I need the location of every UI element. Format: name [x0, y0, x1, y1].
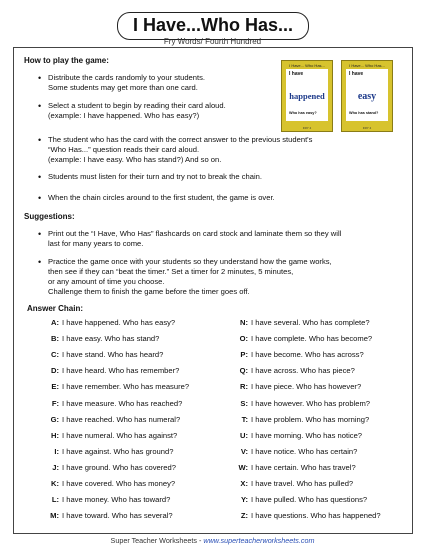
answer-line: O: I have complete. Who has become? [239, 334, 373, 344]
answer-line: S: I have however. Who has problem? [240, 398, 371, 408]
answer-line: J: I have ground. Who has covered? [52, 462, 176, 472]
answer-line: K: I have covered. Who has money? [50, 479, 176, 488]
answer-line: P: I have become. Who has across? [240, 350, 364, 360]
answer-line: L: I have money. Who has toward? [51, 495, 171, 505]
howto-bullet: • Distribute the cards randomly to your students. Some students may get more than one card. [48, 73, 205, 93]
howto-bullet: • The student who has the card with the correct answer to the previous student's “Who Has...” question reads their card aloud. (example: I have easy. Who has stand?) And so on. [48, 135, 312, 165]
card-word: happened [289, 91, 325, 101]
answer-line: H: I have numeral. Who has against? [50, 430, 178, 440]
card-word: easy [357, 91, 377, 102]
footer-link[interactable]: www.superteacherworksheets.com [203, 536, 315, 545]
answer-line: Y: I have pulled. Who has questions? [240, 495, 368, 505]
answer-line: X: I have travel. Who has pulled? [240, 479, 354, 488]
title-box [117, 12, 309, 40]
answer-line: I: I have against. Who has ground? [54, 446, 174, 456]
answer-line: B: I have easy. Who has stand? [50, 334, 160, 344]
page-title: I Have...Who Has... [132, 15, 294, 35]
answer-line: M: I have toward. Who has several? [50, 511, 173, 521]
answer-line: C: I have stand. Who has heard? [50, 350, 164, 360]
howto-bullet: • When the chain circles around to the first student, the game is over. [48, 193, 275, 203]
answer-line: Z: I have questions. Who has happened? [240, 511, 381, 521]
footer-text: Super Teacher Worksheets - [110, 536, 204, 545]
answer-line: D: I have heard. Who has remember? [50, 366, 180, 376]
example-card: I Have... Who Has... I have easy Who has stand? FRY 4 [341, 60, 393, 132]
answer-line: U: I have morning. Who has notice? [239, 430, 363, 440]
howto-bullet: • Select a student to begin by reading their card aloud. (example: I have happened. Who has easy?) [48, 101, 226, 121]
answer-line: A: I have happened. Who has easy? [50, 318, 176, 327]
suggestions-heading: Suggestions: [24, 212, 75, 221]
howto-heading: How to play the game: [24, 56, 109, 65]
answer-line: V: I have notice. Who has certain? [240, 446, 358, 456]
footer [0, 536, 425, 545]
answer-line: T: I have problem. Who has morning? [241, 414, 370, 424]
page-subtitle: Fry Words/ Fourth Hundred [163, 37, 262, 46]
answer-line: G: I have reached. Who has numeral? [50, 414, 181, 424]
example-card: I Have... Who Has... I have happened Who has easy? FRY 4 [281, 60, 333, 132]
answer-line: E: I have remember. Who has measure? [51, 382, 190, 392]
answer-line: W: I have certain. Who has travel? [238, 462, 356, 472]
answer-line: Q: I have across. Who has piece? [239, 366, 355, 376]
answer-line: N: I have several. Who has complete? [239, 318, 370, 327]
answer-line: F: I have measure. Who has reached? [51, 398, 183, 408]
howto-bullet: • Students must listen for their turn and try not to break the chain. [48, 172, 262, 182]
answer-chain-heading: Answer Chain: [27, 304, 84, 313]
suggestion-bullet: • Print out the “I Have, Who Has” flashcards on card stock and laminate them so they will last for many years to come. [48, 229, 341, 249]
answer-line: R: I have piece. Who has however? [239, 382, 362, 392]
suggestion-bullet: • Practice the game once with your students so they understand how the game works, then see if they can “beat the timer.” Set a timer for 2 minutes, 5 minutes, or any amount of time you choose. Challenge them to finish the game before the timer goes off. [48, 257, 332, 297]
